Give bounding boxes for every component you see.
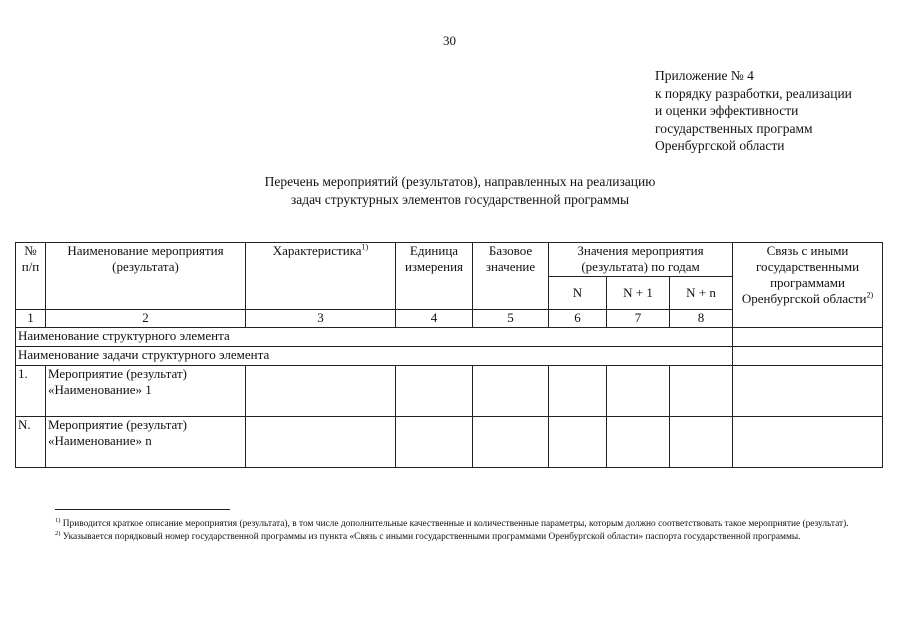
header-unit: Единица измерения xyxy=(396,243,473,310)
empty-cell xyxy=(396,417,473,468)
header-name: Наименование мероприятия (результата) xyxy=(46,243,246,310)
empty-cell xyxy=(246,417,396,468)
row-name xyxy=(46,366,246,417)
empty-cell xyxy=(670,417,733,468)
empty-cell xyxy=(246,366,396,417)
column-number: 4 xyxy=(396,310,473,328)
appendix-line: Оренбургской области xyxy=(655,138,785,153)
empty-cell xyxy=(473,417,549,468)
empty-cell xyxy=(549,417,607,468)
header-characteristic xyxy=(246,243,396,310)
page-number: 30 xyxy=(443,33,456,48)
row-num: 1. xyxy=(16,366,46,417)
structural-task-row xyxy=(16,347,883,366)
empty-cell xyxy=(607,366,670,417)
empty-cell xyxy=(396,366,473,417)
row-name xyxy=(46,417,246,468)
measures-table xyxy=(15,242,883,468)
row-name-line: «Наименование» n xyxy=(48,433,152,448)
row-num: N. xyxy=(16,417,46,468)
row-name-line: Мероприятие (результат) xyxy=(48,417,187,432)
header-year-nn: N + n xyxy=(670,277,733,310)
table-row xyxy=(16,366,883,417)
empty-cell xyxy=(473,366,549,417)
appendix-line: Приложение № 4 xyxy=(655,68,754,83)
appendix-line: государственных программ xyxy=(655,120,813,136)
header-year-n1: N + 1 xyxy=(607,277,670,310)
header-values: Значения мероприятия (результата) по годам xyxy=(549,243,733,277)
empty-cell xyxy=(733,366,883,417)
appendix-line: и оценки эффективности xyxy=(655,103,799,118)
row-name-line: Мероприятие (результат) xyxy=(48,366,187,381)
table-row xyxy=(16,417,883,468)
header-row xyxy=(16,243,883,277)
footnote-mark: 1) xyxy=(55,516,61,524)
structural-task-name: Наименование задачи структурного элемента xyxy=(16,347,733,366)
title-line: Перечень мероприятий (результатов), направленных на реализацию xyxy=(264,174,656,189)
title-line: задач структурных элементов государственной программы xyxy=(290,191,630,207)
empty-cell xyxy=(733,328,883,347)
header-num: № п/п xyxy=(16,243,46,310)
structural-element-row xyxy=(16,328,883,347)
header-base: Базовое значение xyxy=(473,243,549,310)
column-number: 7 xyxy=(607,310,670,328)
appendix-header xyxy=(655,67,852,155)
column-number: 3 xyxy=(246,310,396,328)
header-link xyxy=(733,243,883,328)
structural-element-name: Наименование структурного элемента xyxy=(16,328,733,347)
footnote-2 xyxy=(55,531,897,543)
empty-cell xyxy=(607,417,670,468)
empty-cell xyxy=(549,366,607,417)
row-name-line: «Наименование» 1 xyxy=(48,382,152,397)
column-number: 8 xyxy=(670,310,733,328)
column-number: 2 xyxy=(46,310,246,328)
footnote-ref-2: 2) xyxy=(866,290,874,300)
footnote-text: Указывается порядковый номер государственной программы из пункта «Связь с иными государственными программами Оренбургской области» паспорта государственной программы. xyxy=(60,532,801,542)
empty-cell xyxy=(733,347,883,366)
footnote-ref-1: 1) xyxy=(361,242,369,252)
header-characteristic-text: Характеристика xyxy=(272,243,362,258)
footnotes xyxy=(55,518,897,544)
column-number: 6 xyxy=(549,310,607,328)
column-number: 5 xyxy=(473,310,549,328)
footnote-text: Приводится краткое описание мероприятия (результата), в том числе дополнительные качественные и количественные параметры, которым должно соответствовать такое мероприятие (результат). xyxy=(60,519,849,529)
empty-cell xyxy=(733,417,883,468)
footnote-mark: 2) xyxy=(55,529,61,537)
footnote-divider xyxy=(55,509,230,510)
footnote-1 xyxy=(55,518,897,530)
column-number: 1 xyxy=(16,310,46,328)
empty-cell xyxy=(670,366,733,417)
header-year-n: N xyxy=(549,277,607,310)
appendix-line: к порядку разработки, реализации xyxy=(655,85,852,101)
header-link-text: Связь с иными государственными программами Оренбургской области xyxy=(741,243,867,306)
document-title xyxy=(180,173,740,208)
